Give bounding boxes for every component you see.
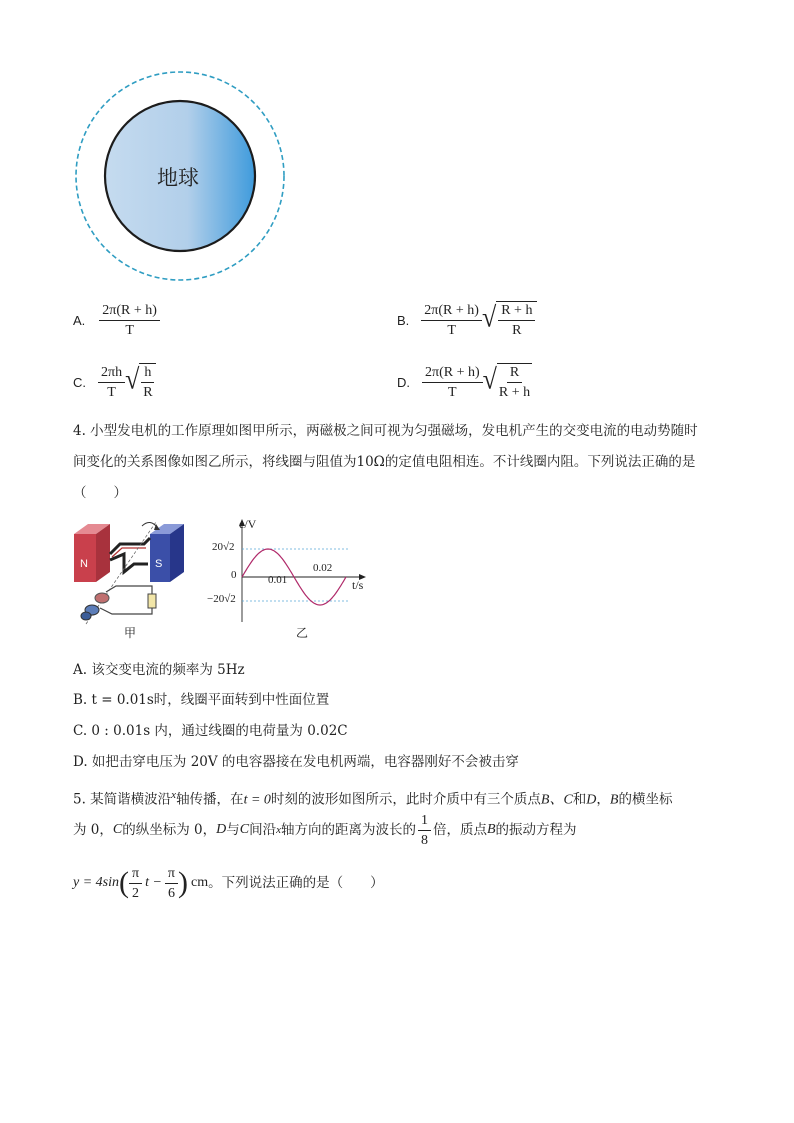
q4-option-c[interactable]: C. 0 : 0.01s 内，通过线圈的电荷量为 0.02C (73, 723, 348, 739)
magnet-s-label: S (155, 558, 163, 570)
q5-stem-line1: 5. 某简谐横波沿$^x$轴传播，在t = 0时刻的波形如图所示，此时介质中有三个质点B、C和D，B的横坐标 (73, 789, 673, 808)
q3-c-sqrt: √ $\frac{h}{R}$ (125, 363, 156, 401)
graph-y-label: e/V (239, 517, 257, 531)
q4-stem-line2: 间变化的关系图像如图乙所示，将线圈与阻值为10Ω的定值电阻相连。不计线圈内阻。下列说法正确的是 (73, 454, 696, 470)
graph-tick-neg: −20√2 (207, 593, 236, 605)
q3-option-b[interactable]: B. $\frac{2\pi(R + h)}{T}$ √ $\frac{R + h}{R}$ (397, 300, 537, 340)
figure-yi-caption: 乙 (296, 626, 309, 640)
q4-option-b[interactable]: B. t = 0.01s时，线圈平面转到中性面位置 (73, 692, 330, 708)
graph-tick-t1: 0.01 (268, 574, 288, 586)
generator-figure (72, 520, 192, 630)
q5-frac-one-eighth: $\frac{1}{8}$ (418, 812, 431, 849)
emf-time-graph (200, 518, 370, 628)
earth-label: 地球 (157, 166, 199, 190)
graph-x-label: t/s (352, 578, 364, 592)
figure-jia-caption: 甲 (124, 626, 137, 640)
q3-option-c[interactable]: C. $\frac{2\pi h}{T}$ √ $\frac{h}{R}$ (73, 362, 156, 402)
q4-option-a[interactable]: A. 该交变电流的频率为 5Hz (73, 662, 245, 678)
q4-option-d[interactable]: D. 如把击穿电压为 20V 的电容器接在发电机两端，电容器刚好不会被击穿 (73, 754, 519, 770)
q4-answer-bracket: （ ） (73, 485, 127, 501)
graph-tick-zero: 0 (231, 569, 237, 581)
q3-b-sqrt: √ $\frac{R + h}{R}$ (482, 301, 538, 339)
q3-option-d[interactable]: D. $\frac{2\pi(R + h)}{T}$ √ $\frac{R}{R + h}$ (397, 363, 531, 400)
q4-stem-line1: 4. 小型发电机的工作原理如图甲所示，两磁极之间可视为匀强磁场，发电机产生的交变电流的电动势随时 (73, 423, 698, 439)
q3-d-sqrt: √ $\frac{R}{R + h}$ (482, 363, 531, 400)
q3-a-fraction: $\frac{2\pi(R + h)}{T}$ (99, 302, 160, 339)
q5-equation-line: y = 4sin ( $\frac{\pi}{2}$ t − $\frac{\pi}{6}$ ) cm 。下列说法正确的是（ ） (73, 865, 384, 901)
magnet-n-label: N (80, 558, 88, 570)
q5-equation-prefix: y = 4sin (73, 875, 119, 890)
q5-stem-line2: 为 0， C 的纵坐标为 0， D 与 C 间沿 x 轴方向的距离为波长的 $\frac{1}{8}$ 倍，质点 B 的振动方程为 (73, 812, 577, 848)
q3-option-a[interactable]: A. $\frac{2\pi(R + h)}{T}$ (73, 300, 160, 340)
graph-tick-t2: 0.02 (313, 562, 333, 574)
graph-tick-pos: 20√2 (212, 541, 235, 553)
